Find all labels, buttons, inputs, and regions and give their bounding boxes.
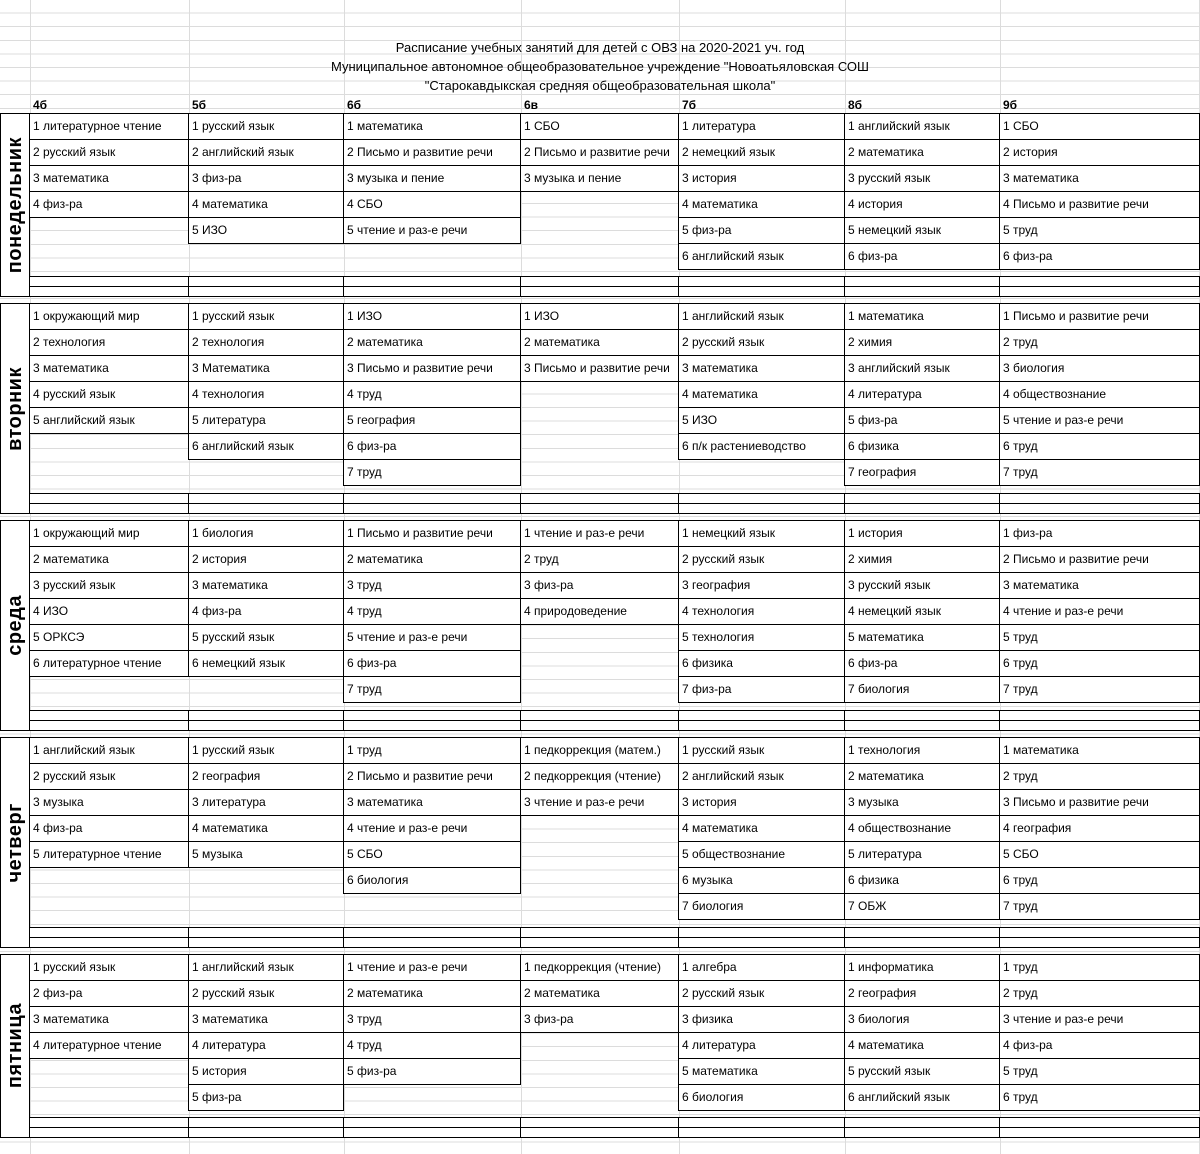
lesson-cell[interactable]: 5 труд [999,624,1200,651]
schedule-col-wednesday-class1 [29,520,189,731]
lesson-cell[interactable]: 3 труд [343,572,521,599]
lesson-cell[interactable]: 2 русский язык [678,980,845,1007]
lesson-cell[interactable]: 4 природоведение [520,598,679,625]
lesson-cell[interactable]: 4 физ-ра [29,815,189,842]
schedule-col-wednesday-class4 [520,520,679,731]
lesson-cell[interactable]: 3 Математика [188,355,344,382]
empty-cell[interactable] [520,937,679,948]
lesson-cell[interactable]: 3 чтение и раз-е речи [520,789,679,816]
day-label-text: среда [3,595,26,656]
lesson-cell[interactable]: 3 физ-ра [520,1006,679,1033]
lesson-cell[interactable]: 3 математика [29,1006,189,1033]
lesson-cell[interactable]: 5 технология [678,624,845,651]
lesson-cell[interactable]: 2 Письмо и развитие речи [520,139,679,166]
lesson-cell[interactable]: 2 математика [343,546,521,573]
column-header-7[interactable]: 9б [1003,98,1018,112]
empty-cell[interactable] [844,503,1000,514]
lesson-cell[interactable]: 3 литература [188,789,344,816]
lesson-cell[interactable]: 6 физ-ра [999,243,1200,270]
empty-cell[interactable] [844,1127,1000,1138]
lesson-cell[interactable]: 6 труд [999,433,1200,460]
column-header-4[interactable]: 6в [524,98,539,112]
lesson-cell[interactable]: 2 химия [844,546,1000,573]
lesson-cell[interactable]: 2 математика [844,139,1000,166]
lesson-cell[interactable]: 5 чтение и раз-е речи [343,624,521,651]
lesson-cell[interactable]: 5 чтение и раз-е речи [999,407,1200,434]
lesson-cell[interactable]: 3 Письмо и развитие речи [343,355,521,382]
lesson-cell[interactable]: 6 физика [678,650,845,677]
lesson-cell[interactable]: 6 английский язык [844,1084,1000,1111]
day-label-wednesday[interactable] [0,520,30,731]
lesson-cell[interactable]: 2 история [188,546,344,573]
lesson-cell[interactable]: 2 труд [520,546,679,573]
lesson-cell[interactable]: 2 математика [520,329,679,356]
lesson-cell[interactable]: 5 математика [844,624,1000,651]
schedule-col-monday-class1 [29,113,189,297]
empty-cell[interactable] [188,286,344,297]
lesson-cell[interactable]: 4 физ-ра [188,598,344,625]
title-block [0,0,1200,95]
lesson-cell[interactable]: 1 русский язык [188,303,344,330]
day-label-text: четверг [3,802,26,883]
lesson-cell[interactable]: 2 математика [844,763,1000,790]
lesson-cell[interactable]: 4 литературное чтение [29,1032,189,1059]
schedule-col-thursday-class7 [999,737,1200,948]
lesson-cell[interactable]: 2 технология [188,329,344,356]
lesson-cell[interactable]: 5 музыка [188,841,344,868]
lesson-cell[interactable]: 5 история [188,1058,344,1085]
lesson-cell[interactable]: 4 математика [678,191,845,218]
lesson-cell[interactable]: 2 Письмо и развитие речи [343,139,521,166]
day-label-text: пятница [3,1003,26,1089]
day-row-thursday [0,737,1200,948]
lesson-cell[interactable]: 2 физ-ра [29,980,189,1007]
lesson-cell[interactable]: 4 математика [188,815,344,842]
schedule-col-thursday-class5 [678,737,845,948]
lesson-cell[interactable]: 6 немецкий язык [188,650,344,677]
lesson-cell[interactable]: 3 история [678,789,845,816]
schedule-col-tuesday-class1 [29,303,189,514]
lesson-cell[interactable]: 6 английский язык [188,433,344,460]
lesson-cell[interactable]: 2 география [188,763,344,790]
lesson-cell[interactable]: 1 литература [678,113,845,140]
schedule-col-friday-class2 [188,954,344,1138]
lesson-cell[interactable]: 1 окружающий мир [29,303,189,330]
lesson-cell[interactable]: 4 математика [844,1032,1000,1059]
lesson-cell[interactable]: 5 литература [844,841,1000,868]
lesson-cell[interactable]: 2 русский язык [678,546,845,573]
lesson-cell[interactable]: 1 СБО [999,113,1200,140]
lesson-cell[interactable]: 2 русский язык [29,763,189,790]
lesson-cell[interactable]: 5 физ-ра [188,1084,344,1111]
empty-cell[interactable] [188,503,344,514]
lesson-cell[interactable]: 3 Письмо и развитие речи [999,789,1200,816]
lesson-cell[interactable]: 3 физика [678,1006,845,1033]
lesson-cell[interactable]: 4 русский язык [29,381,189,408]
lesson-cell[interactable]: 1 математика [343,113,521,140]
schedule-col-tuesday-class3 [343,303,521,514]
column-header-6[interactable]: 8б [848,98,863,112]
schedule-col-wednesday-class7 [999,520,1200,731]
lesson-cell[interactable]: 3 математика [999,165,1200,192]
empty-cell[interactable] [678,1127,845,1138]
lesson-cell[interactable]: 5 чтение и раз-е речи [343,217,521,244]
lesson-cell[interactable]: 3 русский язык [844,572,1000,599]
schedule-col-tuesday-class5 [678,303,845,514]
class-header-row [0,96,1200,113]
schedule-col-monday-class4 [520,113,679,297]
empty-cell[interactable] [343,503,521,514]
lesson-cell[interactable]: 4 математика [678,815,845,842]
lesson-cell[interactable]: 1 литературное чтение [29,113,189,140]
lesson-cell[interactable]: 4 литература [844,381,1000,408]
day-label-thursday[interactable] [0,737,30,948]
lesson-cell[interactable]: 6 литературное чтение [29,650,189,677]
schedule-col-wednesday-class3 [343,520,521,731]
lesson-cell[interactable]: 1 английский язык [678,303,845,330]
lesson-cell[interactable]: 4 СБО [343,191,521,218]
empty-cell[interactable] [29,503,189,514]
lesson-cell[interactable]: 7 труд [999,459,1200,486]
lesson-cell[interactable]: 3 физ-ра [520,572,679,599]
empty-cell[interactable] [678,937,845,948]
lesson-cell[interactable]: 5 физ-ра [678,217,845,244]
lesson-cell[interactable]: 6 труд [999,867,1200,894]
empty-cell[interactable] [343,286,521,297]
empty-cell[interactable] [520,1127,679,1138]
school-name-line-1: Муниципальное автономное общеобразовательное учреждение "Новоатьяловская СОШ [331,59,869,74]
empty-cell[interactable] [999,1127,1200,1138]
empty-cell[interactable] [188,1127,344,1138]
lesson-cell[interactable]: 2 труд [999,763,1200,790]
school-name-line-2: "Старокавдыкская средняя общеобразовательная школа" [424,78,776,93]
lesson-cell[interactable]: 3 русский язык [844,165,1000,192]
lesson-cell[interactable]: 6 биология [343,867,521,894]
empty-cell[interactable] [29,286,189,297]
lesson-cell[interactable]: 4 обществознание [999,381,1200,408]
empty-cell[interactable] [520,503,679,514]
lesson-cell[interactable]: 2 труд [999,980,1200,1007]
schedule-col-thursday-class6 [844,737,1000,948]
lesson-cell[interactable]: 7 труд [999,893,1200,920]
schedule-col-wednesday-class2 [188,520,344,731]
lesson-cell[interactable]: 1 информатика [844,954,1000,981]
empty-cell[interactable] [678,720,845,731]
column-header-5[interactable]: 7б [682,98,697,112]
schedule-col-wednesday-class5 [678,520,845,731]
lesson-cell[interactable]: 4 математика [188,191,344,218]
empty-cell[interactable] [29,1127,189,1138]
lesson-cell[interactable]: 3 математика [29,165,189,192]
lesson-cell[interactable]: 2 педкоррекция (чтение) [520,763,679,790]
lesson-cell[interactable]: 1 технология [844,737,1000,764]
lesson-cell[interactable]: 2 труд [999,329,1200,356]
lesson-cell[interactable]: 5 физ-ра [343,1058,521,1085]
schedule-col-friday-class4 [520,954,679,1138]
lesson-cell[interactable]: 4 математика [678,381,845,408]
empty-cell[interactable] [343,1127,521,1138]
lesson-cell[interactable]: 3 русский язык [29,572,189,599]
lesson-cell[interactable]: 2 английский язык [188,139,344,166]
lesson-cell[interactable]: 4 физ-ра [999,1032,1200,1059]
day-row-friday [0,954,1200,1138]
lesson-cell[interactable]: 4 физ-ра [29,191,189,218]
lesson-cell[interactable]: 5 математика [678,1058,845,1085]
lesson-cell[interactable]: 5 ОРКСЭ [29,624,189,651]
lesson-cell[interactable]: 1 чтение и раз-е речи [343,954,521,981]
schedule-col-thursday-class4 [520,737,679,948]
schedule-col-tuesday-class2 [188,303,344,514]
empty-cell[interactable] [29,937,189,948]
lesson-cell[interactable]: 6 физика [844,867,1000,894]
lesson-cell[interactable]: 3 математика [678,355,845,382]
lesson-cell[interactable]: 1 педкоррекция (матем.) [520,737,679,764]
lesson-cell[interactable]: 3 физ-ра [188,165,344,192]
lesson-cell[interactable]: 7 труд [343,676,521,703]
lesson-cell[interactable]: 3 музыка и пение [343,165,521,192]
lesson-cell[interactable]: 1 ИЗО [343,303,521,330]
lesson-cell[interactable]: 5 труд [999,1058,1200,1085]
lesson-cell[interactable]: 4 труд [343,381,521,408]
empty-cell[interactable] [29,720,189,731]
lesson-cell[interactable]: 3 музыка [29,789,189,816]
empty-cell[interactable] [999,937,1200,948]
lesson-cell[interactable]: 6 труд [999,1084,1200,1111]
lesson-cell[interactable]: 2 русский язык [29,139,189,166]
empty-cell[interactable] [678,286,845,297]
lesson-cell[interactable]: 7 биология [844,676,1000,703]
schedule-col-friday-class3 [343,954,521,1138]
lesson-cell[interactable]: 2 немецкий язык [678,139,845,166]
lesson-cell[interactable]: 3 музыка [844,789,1000,816]
lesson-cell[interactable]: 1 русский язык [678,737,845,764]
lesson-cell[interactable]: 7 физ-ра [678,676,845,703]
column-header-2[interactable]: 5б [192,98,207,112]
schedule-col-monday-class6 [844,113,1000,297]
lesson-cell[interactable]: 5 русский язык [188,624,344,651]
column-header-3[interactable]: 6б [347,98,362,112]
empty-cell[interactable] [343,720,521,731]
lesson-cell[interactable]: 1 биология [188,520,344,547]
lesson-cell[interactable]: 2 технология [29,329,189,356]
lesson-cell[interactable]: 3 биология [999,355,1200,382]
lesson-cell[interactable]: 1 английский язык [29,737,189,764]
day-label-friday[interactable] [0,954,30,1138]
lesson-cell[interactable]: 1 ИЗО [520,303,679,330]
lesson-cell[interactable]: 4 литература [678,1032,845,1059]
lesson-cell[interactable]: 2 английский язык [678,763,845,790]
day-label-text: понедельник [3,136,26,274]
lesson-cell[interactable]: 3 труд [343,1006,521,1033]
lesson-cell[interactable]: 2 Письмо и развитие речи [999,546,1200,573]
lesson-cell[interactable]: 2 математика [29,546,189,573]
lesson-cell[interactable]: 1 алгебра [678,954,845,981]
empty-cell[interactable] [343,937,521,948]
lesson-cell[interactable]: 4 немецкий язык [844,598,1000,625]
lesson-cell[interactable]: 6 физ-ра [343,433,521,460]
lesson-cell[interactable]: 1 английский язык [188,954,344,981]
lesson-cell[interactable]: 1 математика [999,737,1200,764]
schedule-col-friday-class5 [678,954,845,1138]
lesson-cell[interactable]: 5 СБО [999,841,1200,868]
lesson-cell[interactable]: 2 история [999,139,1200,166]
lesson-cell[interactable]: 3 английский язык [844,355,1000,382]
empty-cell[interactable] [999,503,1200,514]
lesson-cell[interactable]: 6 п/к растениеводство [678,433,845,460]
lesson-cell[interactable]: 4 труд [343,598,521,625]
empty-cell[interactable] [678,503,845,514]
day-row-monday [0,113,1200,297]
schedule-col-friday-class1 [29,954,189,1138]
schedule-col-monday-class3 [343,113,521,297]
lesson-cell[interactable]: 2 русский язык [678,329,845,356]
lesson-cell[interactable]: 7 биология [678,893,845,920]
lesson-cell[interactable]: 2 математика [343,980,521,1007]
schedule-col-monday-class2 [188,113,344,297]
lesson-cell[interactable]: 1 чтение и раз-е речи [520,520,679,547]
lesson-cell[interactable]: 1 русский язык [29,954,189,981]
lesson-cell[interactable]: 3 математика [343,789,521,816]
lesson-cell[interactable]: 3 музыка и пение [520,165,679,192]
lesson-cell[interactable]: 3 чтение и раз-е речи [999,1006,1200,1033]
schedule-col-friday-class6 [844,954,1000,1138]
lesson-cell[interactable]: 1 Письмо и развитие речи [999,303,1200,330]
lesson-cell[interactable]: 3 география [678,572,845,599]
lesson-cell[interactable]: 4 технология [678,598,845,625]
schedule-col-wednesday-class6 [844,520,1000,731]
schedule-col-thursday-class1 [29,737,189,948]
lesson-cell[interactable]: 7 география [844,459,1000,486]
schedule-col-tuesday-class6 [844,303,1000,514]
schedule-title: Расписание учебных занятий для детей с ОВЗ на 2020-2021 уч. год [395,40,805,55]
lesson-cell[interactable]: 2 химия [844,329,1000,356]
empty-cell[interactable] [520,286,679,297]
lesson-cell[interactable]: 5 СБО [343,841,521,868]
lesson-cell[interactable]: 2 география [844,980,1000,1007]
lesson-cell[interactable]: 1 немецкий язык [678,520,845,547]
lesson-cell[interactable]: 4 литература [188,1032,344,1059]
lesson-cell[interactable]: 5 ИЗО [678,407,845,434]
empty-cell[interactable] [844,720,1000,731]
lesson-cell[interactable]: 1 история [844,520,1000,547]
lesson-cell[interactable]: 5 русский язык [844,1058,1000,1085]
lesson-cell[interactable]: 1 труд [999,954,1200,981]
lesson-cell[interactable]: 6 английский язык [678,243,845,270]
lesson-cell[interactable]: 5 труд [999,217,1200,244]
empty-cell[interactable] [188,720,344,731]
schedule-table [0,96,1200,1138]
schedule-col-friday-class7 [999,954,1200,1138]
lesson-cell[interactable]: 5 обществознание [678,841,845,868]
empty-cell[interactable] [844,286,1000,297]
lesson-cell[interactable]: 4 технология [188,381,344,408]
empty-cell[interactable] [844,937,1000,948]
day-label-text: вторник [3,366,26,451]
lesson-cell[interactable]: 1 педкоррекция (чтение) [520,954,679,981]
lesson-cell[interactable]: 3 история [678,165,845,192]
day-label-tuesday[interactable] [0,303,30,514]
schedule-col-monday-class5 [678,113,845,297]
lesson-cell[interactable]: 2 математика [520,980,679,1007]
lesson-cell[interactable]: 4 Письмо и развитие речи [999,191,1200,218]
schedule-col-thursday-class3 [343,737,521,948]
lesson-cell[interactable]: 4 география [999,815,1200,842]
lesson-cell[interactable]: 1 русский язык [188,737,344,764]
lesson-cell[interactable]: 6 музыка [678,867,845,894]
lesson-cell[interactable]: 5 физ-ра [844,407,1000,434]
schedule-col-tuesday-class7 [999,303,1200,514]
lesson-cell[interactable]: 2 математика [343,329,521,356]
schedule-col-tuesday-class4 [520,303,679,514]
lesson-cell[interactable]: 4 чтение и раз-е речи [343,815,521,842]
empty-cell[interactable] [999,720,1200,731]
lesson-cell[interactable]: 1 русский язык [188,113,344,140]
lesson-cell[interactable]: 6 физ-ра [844,243,1000,270]
lesson-cell[interactable]: 1 Письмо и развитие речи [343,520,521,547]
lesson-cell[interactable]: 4 труд [343,1032,521,1059]
lesson-cell[interactable]: 4 чтение и раз-е речи [999,598,1200,625]
schedule-col-monday-class7 [999,113,1200,297]
lesson-cell[interactable]: 4 обществознание [844,815,1000,842]
schedule-col-thursday-class2 [188,737,344,948]
lesson-cell[interactable]: 3 биология [844,1006,1000,1033]
day-row-wednesday [0,520,1200,731]
lesson-cell[interactable]: 6 биология [678,1084,845,1111]
lesson-cell[interactable]: 5 география [343,407,521,434]
day-label-monday[interactable] [0,113,30,297]
lesson-cell[interactable]: 1 физ-ра [999,520,1200,547]
lesson-cell[interactable]: 1 английский язык [844,113,1000,140]
lesson-cell[interactable]: 2 Письмо и развитие речи [343,763,521,790]
lesson-cell[interactable]: 4 ИЗО [29,598,189,625]
lesson-cell[interactable]: 3 математика [188,572,344,599]
corner-cell [0,96,30,113]
lesson-cell[interactable]: 3 математика [999,572,1200,599]
lesson-cell[interactable]: 2 русский язык [188,980,344,1007]
lesson-cell[interactable]: 6 труд [999,650,1200,677]
empty-cell[interactable] [520,720,679,731]
lesson-cell[interactable]: 5 английский язык [29,407,189,434]
lesson-cell[interactable]: 3 математика [29,355,189,382]
lesson-cell[interactable]: 7 труд [999,676,1200,703]
lesson-cell[interactable]: 7 труд [343,459,521,486]
lesson-cell[interactable]: 3 математика [188,1006,344,1033]
lesson-cell[interactable]: 6 физ-ра [844,650,1000,677]
empty-cell[interactable] [999,286,1200,297]
lesson-cell[interactable]: 5 немецкий язык [844,217,1000,244]
lesson-cell[interactable]: 6 физ-ра [343,650,521,677]
lesson-cell[interactable]: 5 ИЗО [188,217,344,244]
lesson-cell[interactable]: 5 литературное чтение [29,841,189,868]
lesson-cell[interactable]: 1 математика [844,303,1000,330]
lesson-cell[interactable]: 6 физика [844,433,1000,460]
lesson-cell[interactable]: 1 труд [343,737,521,764]
lesson-cell[interactable]: 7 ОБЖ [844,893,1000,920]
lesson-cell[interactable]: 1 СБО [520,113,679,140]
lesson-cell[interactable]: 1 окружающий мир [29,520,189,547]
column-header-1[interactable]: 4б [33,98,48,112]
day-blocks-container [0,113,1200,1138]
lesson-cell[interactable]: 5 литература [188,407,344,434]
empty-cell[interactable] [188,937,344,948]
lesson-cell[interactable]: 4 история [844,191,1000,218]
lesson-cell[interactable]: 3 Письмо и развитие речи [520,355,679,382]
day-row-tuesday [0,303,1200,514]
